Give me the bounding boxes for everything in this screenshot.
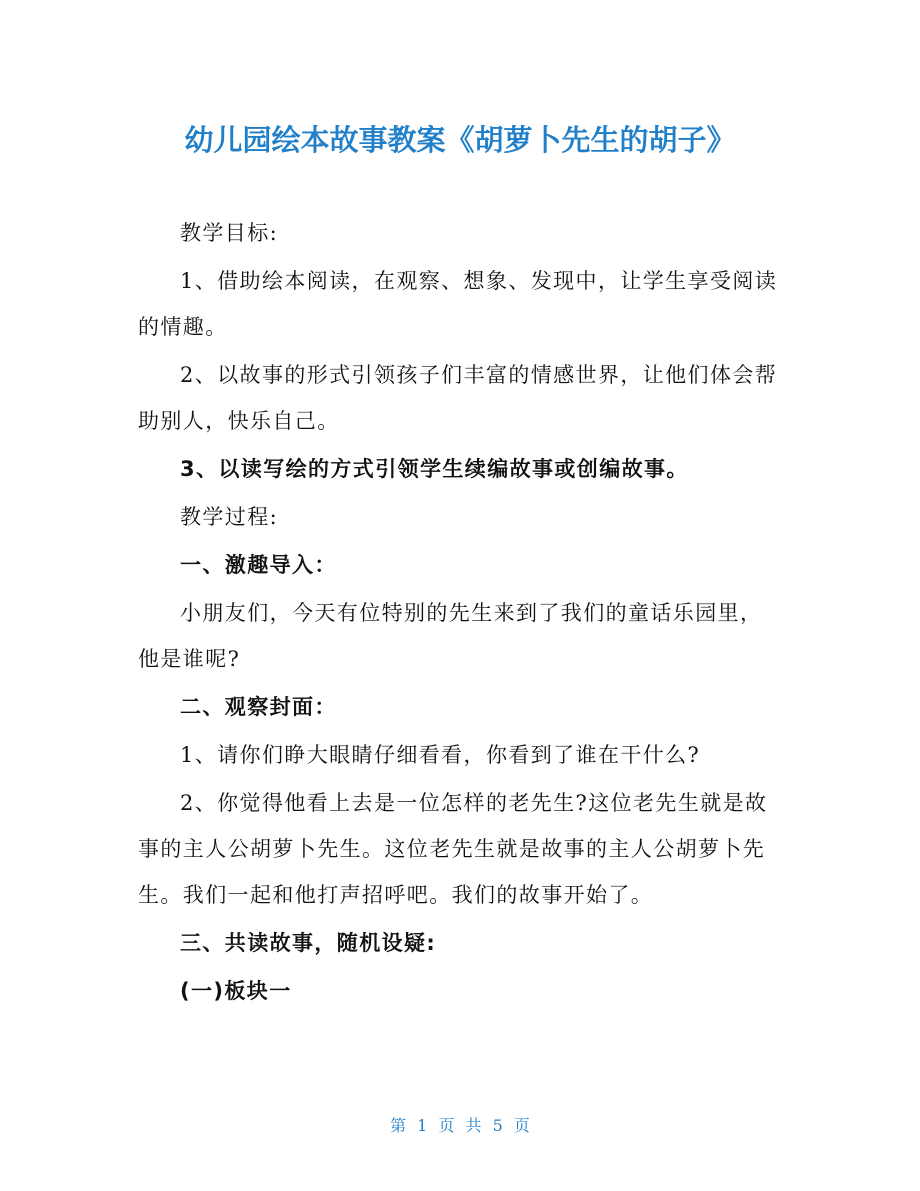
document-body: [138, 210, 778, 1016]
section-heading-3: 三、共读故事，随机设疑:: [180, 931, 437, 955]
paragraph-objective-2: 2、以故事的形式引领孩子们丰富的情感世界，让他们体会帮助别人，快乐自己。: [138, 363, 778, 433]
paragraph-process-heading: 教学过程:: [180, 505, 279, 529]
paragraph-intro: 小朋友们，今天有位特别的先生来到了我们的童话乐园里，他是谁呢?: [138, 601, 763, 671]
subsection-heading-1: (一)板块一: [180, 979, 292, 1003]
paragraph-objective-1: 1、借助绘本阅读，在观察、想象、发现中，让学生享受阅读的情趣。: [138, 269, 778, 339]
paragraph-objective-3: 3、以读写绘的方式引领学生续编故事或创编故事。: [180, 457, 689, 481]
paragraph-cover-1: 1、请你们睁大眼睛仔细看看，你看到了谁在干什么?: [180, 743, 701, 767]
page-title: 幼儿园绘本故事教案《胡萝卜先生的胡子》: [184, 123, 736, 157]
paragraph-objectives-heading: 教学目标:: [180, 221, 279, 245]
paragraph-cover-2: 2、你觉得他看上去是一位怎样的老先生?这位老先生就是故事的主人公胡萝卜先生。这位老先生就是故事的主人公胡萝卜先生。我们一起和他打声招呼吧。我们的故事开始了。: [138, 791, 768, 907]
page-footer: 第 1 页 共 5 页: [390, 1116, 530, 1135]
section-heading-1: 一、激趣导入：: [180, 553, 337, 577]
section-heading-2: 二、观察封面：: [180, 695, 337, 719]
